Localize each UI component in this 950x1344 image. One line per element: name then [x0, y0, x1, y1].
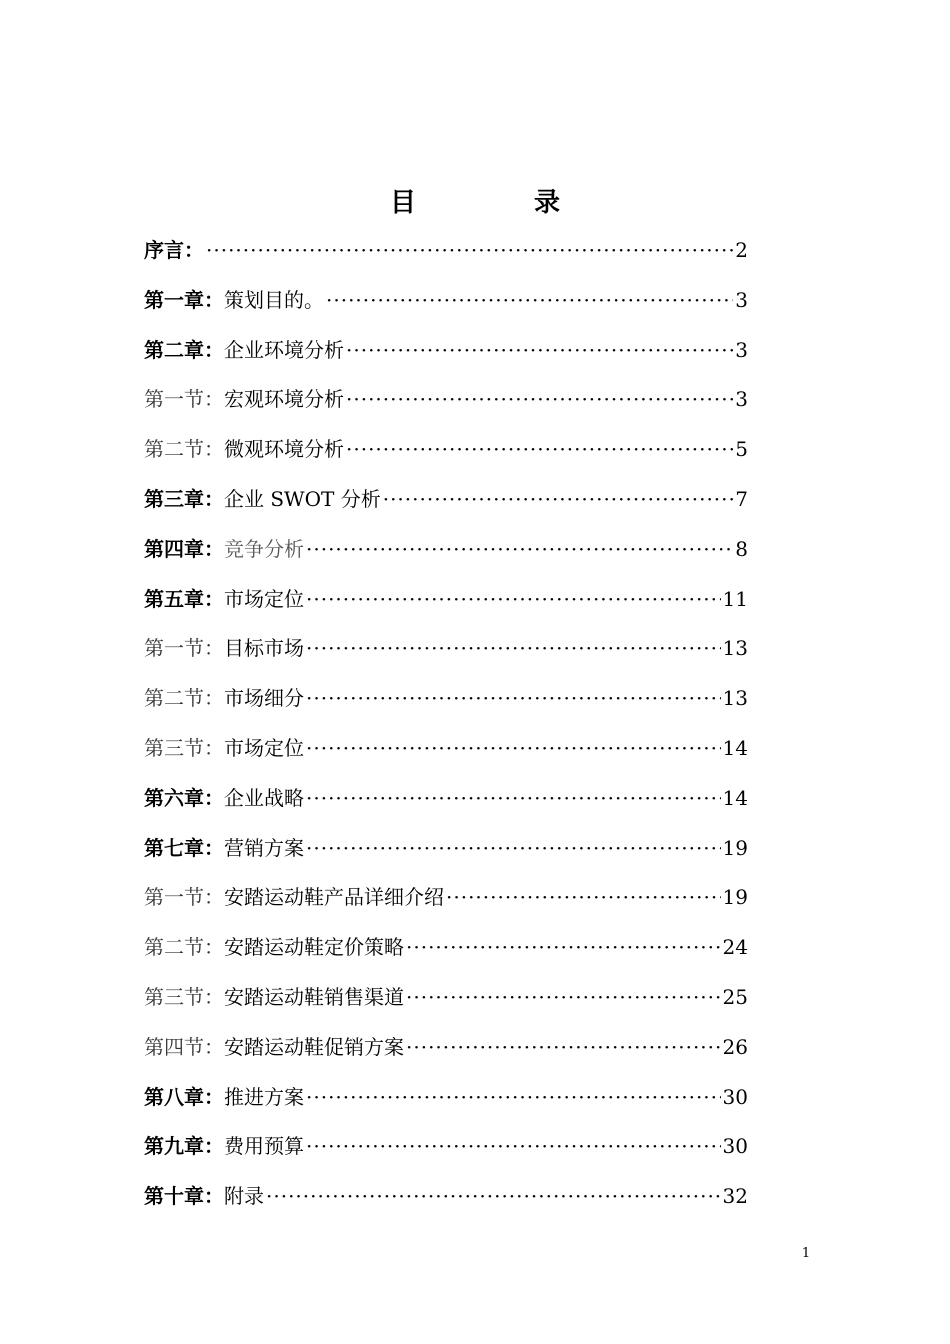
- toc-entry-title: 市场细分: [224, 686, 304, 711]
- toc-entry[interactable]: [144, 977, 748, 1027]
- toc-entry[interactable]: [144, 330, 748, 380]
- toc-entry-label: 第九章：: [144, 1134, 224, 1159]
- toc-entry-title: 竞争分析: [224, 536, 304, 561]
- toc-heading: [0, 183, 950, 223]
- toc-entry-title: 微观环境分析: [224, 437, 344, 462]
- toc-entry-page: 8: [735, 536, 748, 561]
- toc-entry-page: 3: [735, 387, 748, 412]
- toc-entry-title: 推进方案: [224, 1084, 304, 1109]
- toc-entry-label: 第四节：: [144, 1034, 224, 1059]
- toc-entry[interactable]: [144, 828, 748, 878]
- toc-entry-page: 14: [722, 785, 748, 810]
- toc-entry[interactable]: [144, 1176, 748, 1226]
- table-of-contents: [144, 230, 748, 1226]
- toc-leader-dots: [346, 429, 733, 469]
- toc-leader-dots: [306, 778, 721, 818]
- toc-entry-page: 5: [735, 437, 748, 462]
- toc-leader-dots: [266, 1176, 721, 1216]
- toc-entry-page: 13: [722, 636, 748, 661]
- toc-entry[interactable]: [144, 628, 748, 678]
- toc-leader-dots: [446, 877, 721, 917]
- toc-entry-title: 企业环境分析: [224, 337, 344, 362]
- toc-leader-dots: [306, 828, 721, 868]
- toc-entry-title: 策划目的。: [224, 287, 324, 312]
- toc-heading-char-2: 录: [534, 188, 561, 218]
- toc-entry-title: 营销方案: [224, 835, 304, 860]
- toc-leader-dots: [306, 728, 721, 768]
- toc-leader-dots: [306, 628, 721, 668]
- toc-entry-title: 企业战略: [224, 785, 304, 810]
- toc-heading-char-1: 目: [389, 188, 416, 218]
- toc-entry-label: 第三章：: [144, 486, 224, 511]
- toc-entry[interactable]: [144, 1077, 748, 1127]
- toc-leader-dots: [306, 579, 721, 619]
- toc-entry-label: 第一章：: [144, 287, 224, 312]
- toc-entry-page: 19: [722, 835, 748, 860]
- toc-entry[interactable]: [144, 429, 748, 479]
- toc-leader-dots: [306, 529, 733, 569]
- toc-entry[interactable]: [144, 280, 748, 330]
- toc-entry-page: 3: [735, 287, 748, 312]
- toc-entry-label: 第一节：: [144, 885, 224, 910]
- toc-leader-dots: [383, 479, 734, 519]
- toc-entry-page: 25: [722, 984, 748, 1009]
- toc-entry-page: 26: [722, 1034, 748, 1059]
- toc-entry-label: 第八章：: [144, 1084, 224, 1109]
- toc-entry-label: 第七章：: [144, 835, 224, 860]
- toc-entry-title: 安踏运动鞋促销方案: [224, 1034, 404, 1059]
- toc-entry-title: 安踏运动鞋销售渠道: [224, 984, 404, 1009]
- toc-leader-dots: [306, 678, 721, 718]
- toc-entry-title: 市场定位: [224, 735, 304, 760]
- toc-entry[interactable]: [144, 678, 748, 728]
- toc-entry-label: 第一节：: [144, 387, 224, 412]
- toc-leader-dots: [406, 977, 721, 1017]
- toc-entry-page: 13: [722, 686, 748, 711]
- toc-entry-label: 第三节：: [144, 984, 224, 1009]
- toc-entry[interactable]: [144, 579, 748, 629]
- toc-entry[interactable]: [144, 728, 748, 778]
- toc-entry-title: 目标市场: [224, 636, 304, 661]
- toc-entry[interactable]: [144, 479, 748, 529]
- toc-entry-page: 32: [722, 1184, 748, 1209]
- toc-entry-page: 19: [722, 885, 748, 910]
- toc-entry-label: 第二章：: [144, 337, 224, 362]
- toc-entry-title: 安踏运动鞋定价策略: [224, 935, 404, 960]
- toc-entry-label: 第四章：: [144, 536, 224, 561]
- toc-leader-dots: [406, 1027, 721, 1067]
- toc-entry[interactable]: [144, 1126, 748, 1176]
- toc-leader-dots: [326, 280, 733, 320]
- toc-entry-label: 第一节：: [144, 636, 224, 661]
- toc-leader-dots: [306, 1077, 721, 1117]
- toc-entry-label: 第二节：: [144, 935, 224, 960]
- toc-entry-page: 24: [722, 935, 748, 960]
- toc-leader-dots: [346, 330, 733, 370]
- toc-entry[interactable]: [144, 529, 748, 579]
- toc-entry-title: 附录: [224, 1184, 264, 1209]
- toc-leader-dots: [206, 230, 733, 270]
- toc-entry-title: 安踏运动鞋产品详细介绍: [224, 885, 444, 910]
- toc-leader-dots: [406, 927, 721, 967]
- toc-entry-label: 第六章：: [144, 785, 224, 810]
- toc-entry-page: 30: [722, 1084, 748, 1109]
- toc-entry[interactable]: [144, 379, 748, 429]
- toc-entry[interactable]: [144, 877, 748, 927]
- toc-entry-title: 宏观环境分析: [224, 387, 344, 412]
- toc-entry-page: 7: [735, 486, 748, 511]
- toc-entry-label: 第二节：: [144, 686, 224, 711]
- toc-entry-title: 企业 SWOT 分析: [224, 486, 381, 511]
- toc-entry-title: 市场定位: [224, 586, 304, 611]
- toc-entry-label: 第五章：: [144, 586, 224, 611]
- toc-entry-page: 2: [735, 238, 748, 262]
- toc-entry-page: 30: [722, 1134, 748, 1159]
- toc-entry[interactable]: [144, 927, 748, 977]
- page-number: 1: [801, 1246, 811, 1261]
- toc-leader-dots: [306, 1126, 721, 1166]
- toc-entry-label: 第十章：: [144, 1184, 224, 1209]
- toc-entry-label: 第二节：: [144, 437, 224, 462]
- toc-entry-page: 3: [735, 337, 748, 362]
- toc-entry[interactable]: [144, 1027, 748, 1077]
- toc-entry-label: 序言：: [144, 238, 204, 262]
- toc-entry-page: 14: [722, 735, 748, 760]
- toc-entry[interactable]: [144, 778, 748, 828]
- toc-entry-title: 费用预算: [224, 1134, 304, 1159]
- toc-entry[interactable]: [144, 230, 748, 280]
- toc-entry-page: 11: [722, 586, 748, 611]
- toc-leader-dots: [346, 379, 733, 419]
- toc-entry-label: 第三节：: [144, 735, 224, 760]
